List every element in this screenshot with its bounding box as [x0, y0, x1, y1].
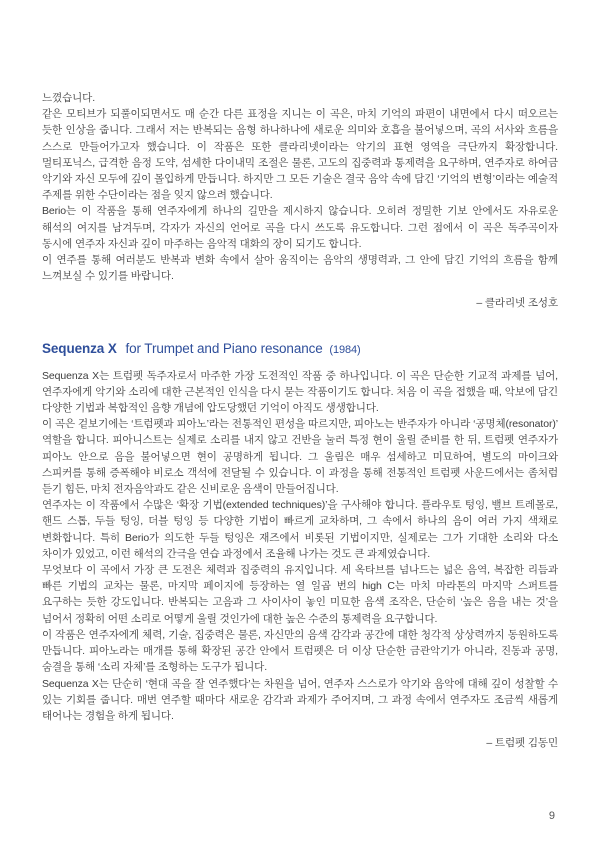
- page-number: 9: [548, 810, 555, 822]
- paragraph: Sequenza X는 단순히 ‘현대 곡을 잘 연주했다’는 차원을 넘어, 연주자 스스로가 악기와 음악에 대해 깊이 성찰할 수 있는 기회를 줍니다. 매번 연주할 때마다 새로운 감각과 과제가 주어지며, 그 과정 속에서 연주자도 조금씩 새롭게 태어나는 경험을 하게 됩니다.: [42, 677, 558, 722]
- paragraph: 연주자는 이 작품에서 수많은 ‘확장 기법(extended techniques)’을 구사해야 합니다. 플라우토 텅잉, 밸브 트레몰로, 핸드 스톱, 두들 텅잉, 더블 텅잉 등 다양한 기법이 빠르게 교차하며, 그 속에서 하나의 음이 여러 가지 색채로 변화합니다. 특히 Berio가 의도한 두들 텅잉은 재즈에서 비롯된 기법이지만, 실제로는 그가 기대한 소리와 다소 차이가 있었고, 이런 해석의 간극을 연습 과정에서 조율해 나가는 것도 큰 과제였습니다.: [42, 499, 558, 560]
- paragraph: 이 곡은 겉보기에는 ‘트럼펫과 피아노’라는 전통적인 편성을 따르지만, 피아노는 반주자가 아니라 ‘공명체(resonator)’ 역할을 합니다. 피아니스트는 실제로 소리를 내지 않고 건반을 눌러 특정 현이 울릴 준비를 한 뒤, 트럼펫 연주자가 피아노 안으로 음을 불어넣으면 현이 공명하게 됩니다. 그 울림은 매우 섬세하고 미묘하여, 별도의 마이크와 스피커를 통해 증폭해야 비로소 객석에 전달될 수 있습니다. 이 과정을 통해 전통적인 트럼펫 사운드에서는 좀처럼 듣기 힘든, 마치 전자음악과도 같은 신비로운 음색이 만들어집니다.: [42, 418, 558, 496]
- piece-title: Sequenza X: [42, 340, 117, 356]
- piece-year: (1984): [329, 343, 361, 356]
- paragraph: Sequenza X는 트럼펫 독주자로서 마주한 가장 도전적인 작품 중 하나입니다. 이 곡은 단순한 기교적 과제를 넘어, 연주자에게 악기와 소리에 대한 근본적인 인식을 다시 묻는 작품이기도 합니다. 처음 이 곡을 접했을 때, 악보에 담긴 다양한 기법과 복합적인 음향 개념에 압도당했던 기억이 아직도 생생합니다.: [42, 369, 558, 415]
- paragraph: 이 작품은 연주자에게 체력, 기술, 집중력은 물론, 자신만의 음색 감각과 공간에 대한 청각적 상상력까지 동원하도록 만듭니다. 피아노라는 매개를 통해 확장된 공간 안에서 트럼펫은 더 이상 단순한 금관악기가 아니라, 진동과 공명, 숨결을 통해 ‘소리 자체’를 조형하는 도구가 됩니다.: [42, 628, 558, 674]
- paragraph: 같은 모티브가 되풀이되면서도 매 순간 다른 표정을 지니는 이 곡은, 마치 기억의 파편이 내면에서 다시 떠오르는 듯한 인상을 줍니다. 그래서 저는 반복되는 음형 하나하나에 새로운 의미와 호흡을 불어넣으며, 곡의 서사와 흐름을 스스로 만들어가고자 했습니다. 이 작품은 또한 클라리넷이라는 악기의 표현 영역을 극단까지 확장합니다. 멀티포닉스, 급격한 음정 도약, 섬세한 다이내믹 조절은 물론, 고도의 집중력과 통제력을 요구하며, 연주자로 하여금 악기와 자신 모두에 깊이 몰입하게 만듭니다. 하지만 그 모든 기술은 결국 음악 속에 담긴 ‘기억의 변형’이라는 예술적 주제를 위한 수단이라는 점을 잊지 않으려 했습니다.: [42, 108, 558, 202]
- clarinet-performer-signature: – 클라리넷 조성호: [476, 297, 558, 310]
- piece-subtitle: for Trumpet and Piano resonance: [125, 340, 323, 356]
- paragraph: 무엇보다 이 곡에서 가장 큰 도전은 체력과 집중력의 유지입니다. 세 옥타브를 넘나드는 넓은 음역, 복잡한 리듬과 빠른 기법의 교차는 물론, 마지막 페이지에 등장하는 열 일곱 번의 high C는 마치 마라톤의 마지막 스퍼트를 요구하는 듯한 강도입니다. 반복되는 고음과 그 사이사이 놓인 미묘한 음색 조작은, 단순히 ‘높은 음을 내는 것’을 넘어서 정확히 어떤 소리로 어떻게 울릴 것인가에 대한 높은 수준의 통제력을 요구합니다.: [42, 564, 558, 625]
- piece-heading: [42, 340, 558, 359]
- trumpet-performer-signature: – 트럼펫 김동민: [486, 737, 558, 750]
- paragraph: 이 연주를 통해 여러분도 반복과 변화 속에서 살아 움직이는 음악의 생명력과, 그 안에 담긴 기억의 흐름을 함께 느껴보실 수 있기를 바랍니다.: [42, 254, 558, 283]
- clarinet-program-note: [42, 90, 558, 312]
- trumpet-program-note: [42, 368, 558, 752]
- paragraph: Berio는 이 작품을 통해 연주자에게 하나의 길만을 제시하지 않습니다. 오히려 정밀한 기보 안에서도 자유로운 해석의 여지를 남겨두며, 각자가 자신의 언어로 곡을 다시 쓰도록 유도합니다. 그런 점에서 이 곡은 독주곡이자 동시에 연주자 자신과 깊이 마주하는 음악적 대화의 장이 되기도 합니다.: [42, 205, 558, 250]
- paragraph: 느꼈습니다.: [42, 92, 96, 104]
- page-content: [42, 90, 558, 751]
